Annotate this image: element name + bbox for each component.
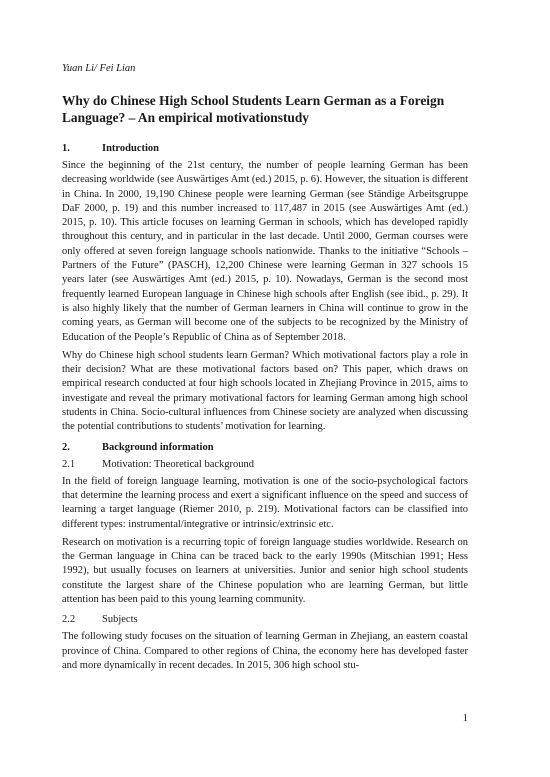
paper-title: Why do Chinese High School Students Learn German as a Foreign Language? – An empirical motivationstudy	[62, 93, 445, 125]
section-heading-background	[62, 441, 468, 454]
subsection-number: 2.2	[62, 614, 76, 626]
section-title: Background information	[102, 441, 214, 453]
section-number: 2.	[62, 441, 70, 453]
paragraph: In the field of foreign language learning, motivation is one of the socio-psychological factors that determine the learning process and exert a significant influence on the speed and success of learning a target language (Riemer 2010, p. 219). Motivational factors can be classified into different types: instrumental/integrative or intrinsic/extrinsic etc.	[62, 475, 468, 530]
paragraph: Since the beginning of the 21st century, the number of people learning German has been decreasing worldwide (see Auswärtiges Amt (ed.) 2015, p. 6). However, the situation is different in China. In 2000, 19,190 Chinese people were learning German (see Ständige Arbeitsgruppe DaF 2000, p. 19) and this number increased to 117,487 in 2015 (see Auswärtiges Amt (ed.) 2015, p. 10). This article focuses on learning German in schools, which has developed rapidly throughout this century, and in particular in the last decade. Until 2000, German courses were only offered at seven foreign language schools nationwide. Thanks to the initiative “Schools – Partners of the Future” (PASCH), 12,200 Chinese were learning German in 327 schools 15 years later (see Auswärtiges Amt (ed.) 2015, p. 10). Nowadays, German is the second most frequently learned European language in Chinese high schools after English (see ibid., p. 29). It is also highly likely that the number of German learners in China will continue to grow in the coming years, as German will become one of the subjects to be recognized by the Ministry of Education of the People’s Republic of China as of September 2018.	[62, 160, 468, 343]
paragraph: Why do Chinese high school students learn German? Which motivational factors play a role in their decision? What are these motivational factors based on? This paper, which draws on empirical research conducted at four high schools located in Zhejiang Province in 2015, aims to investigate and reveal the primary motivational factors for learning German among high school students in China. Socio-cultural influences from Chinese society are analyzed when discussing the potential contributions to students’ motivation for learning.	[62, 349, 468, 433]
section-title: Introduction	[102, 143, 159, 154]
paragraph: Research on motivation is a recurring topic of foreign language studies worldwide. Research on the German language in China can be traced back to the early 1990s (Mitschian 1991; Hess 1992), but usually focuses on learners at universities. Junior and senior high school students constitute the largest share of the Chinese population who are learning German, but little attention has been paid to this young learning community.	[62, 536, 468, 606]
page-content	[62, 62, 468, 677]
page-number: 1	[462, 713, 468, 724]
section-number: 1.	[62, 143, 70, 154]
subsection-heading-subjects	[62, 613, 468, 626]
paragraph: The following study focuses on the situation of learning German in Zhejiang, an eastern coastal province of China. Compared to other regions of China, the economy here has developed faster and more dynamically in recent decades. In 2015, 306 high school stu-	[62, 631, 468, 671]
section-heading-introduction	[62, 142, 468, 155]
subsection-title: Motivation: Theoretical background	[102, 458, 255, 470]
subsection-title: Subjects	[102, 614, 138, 626]
subsection-heading-motivation	[62, 458, 468, 471]
author-line: Yuan Li/ Fei Lian	[62, 63, 136, 74]
subsection-number: 2.1	[62, 458, 76, 470]
